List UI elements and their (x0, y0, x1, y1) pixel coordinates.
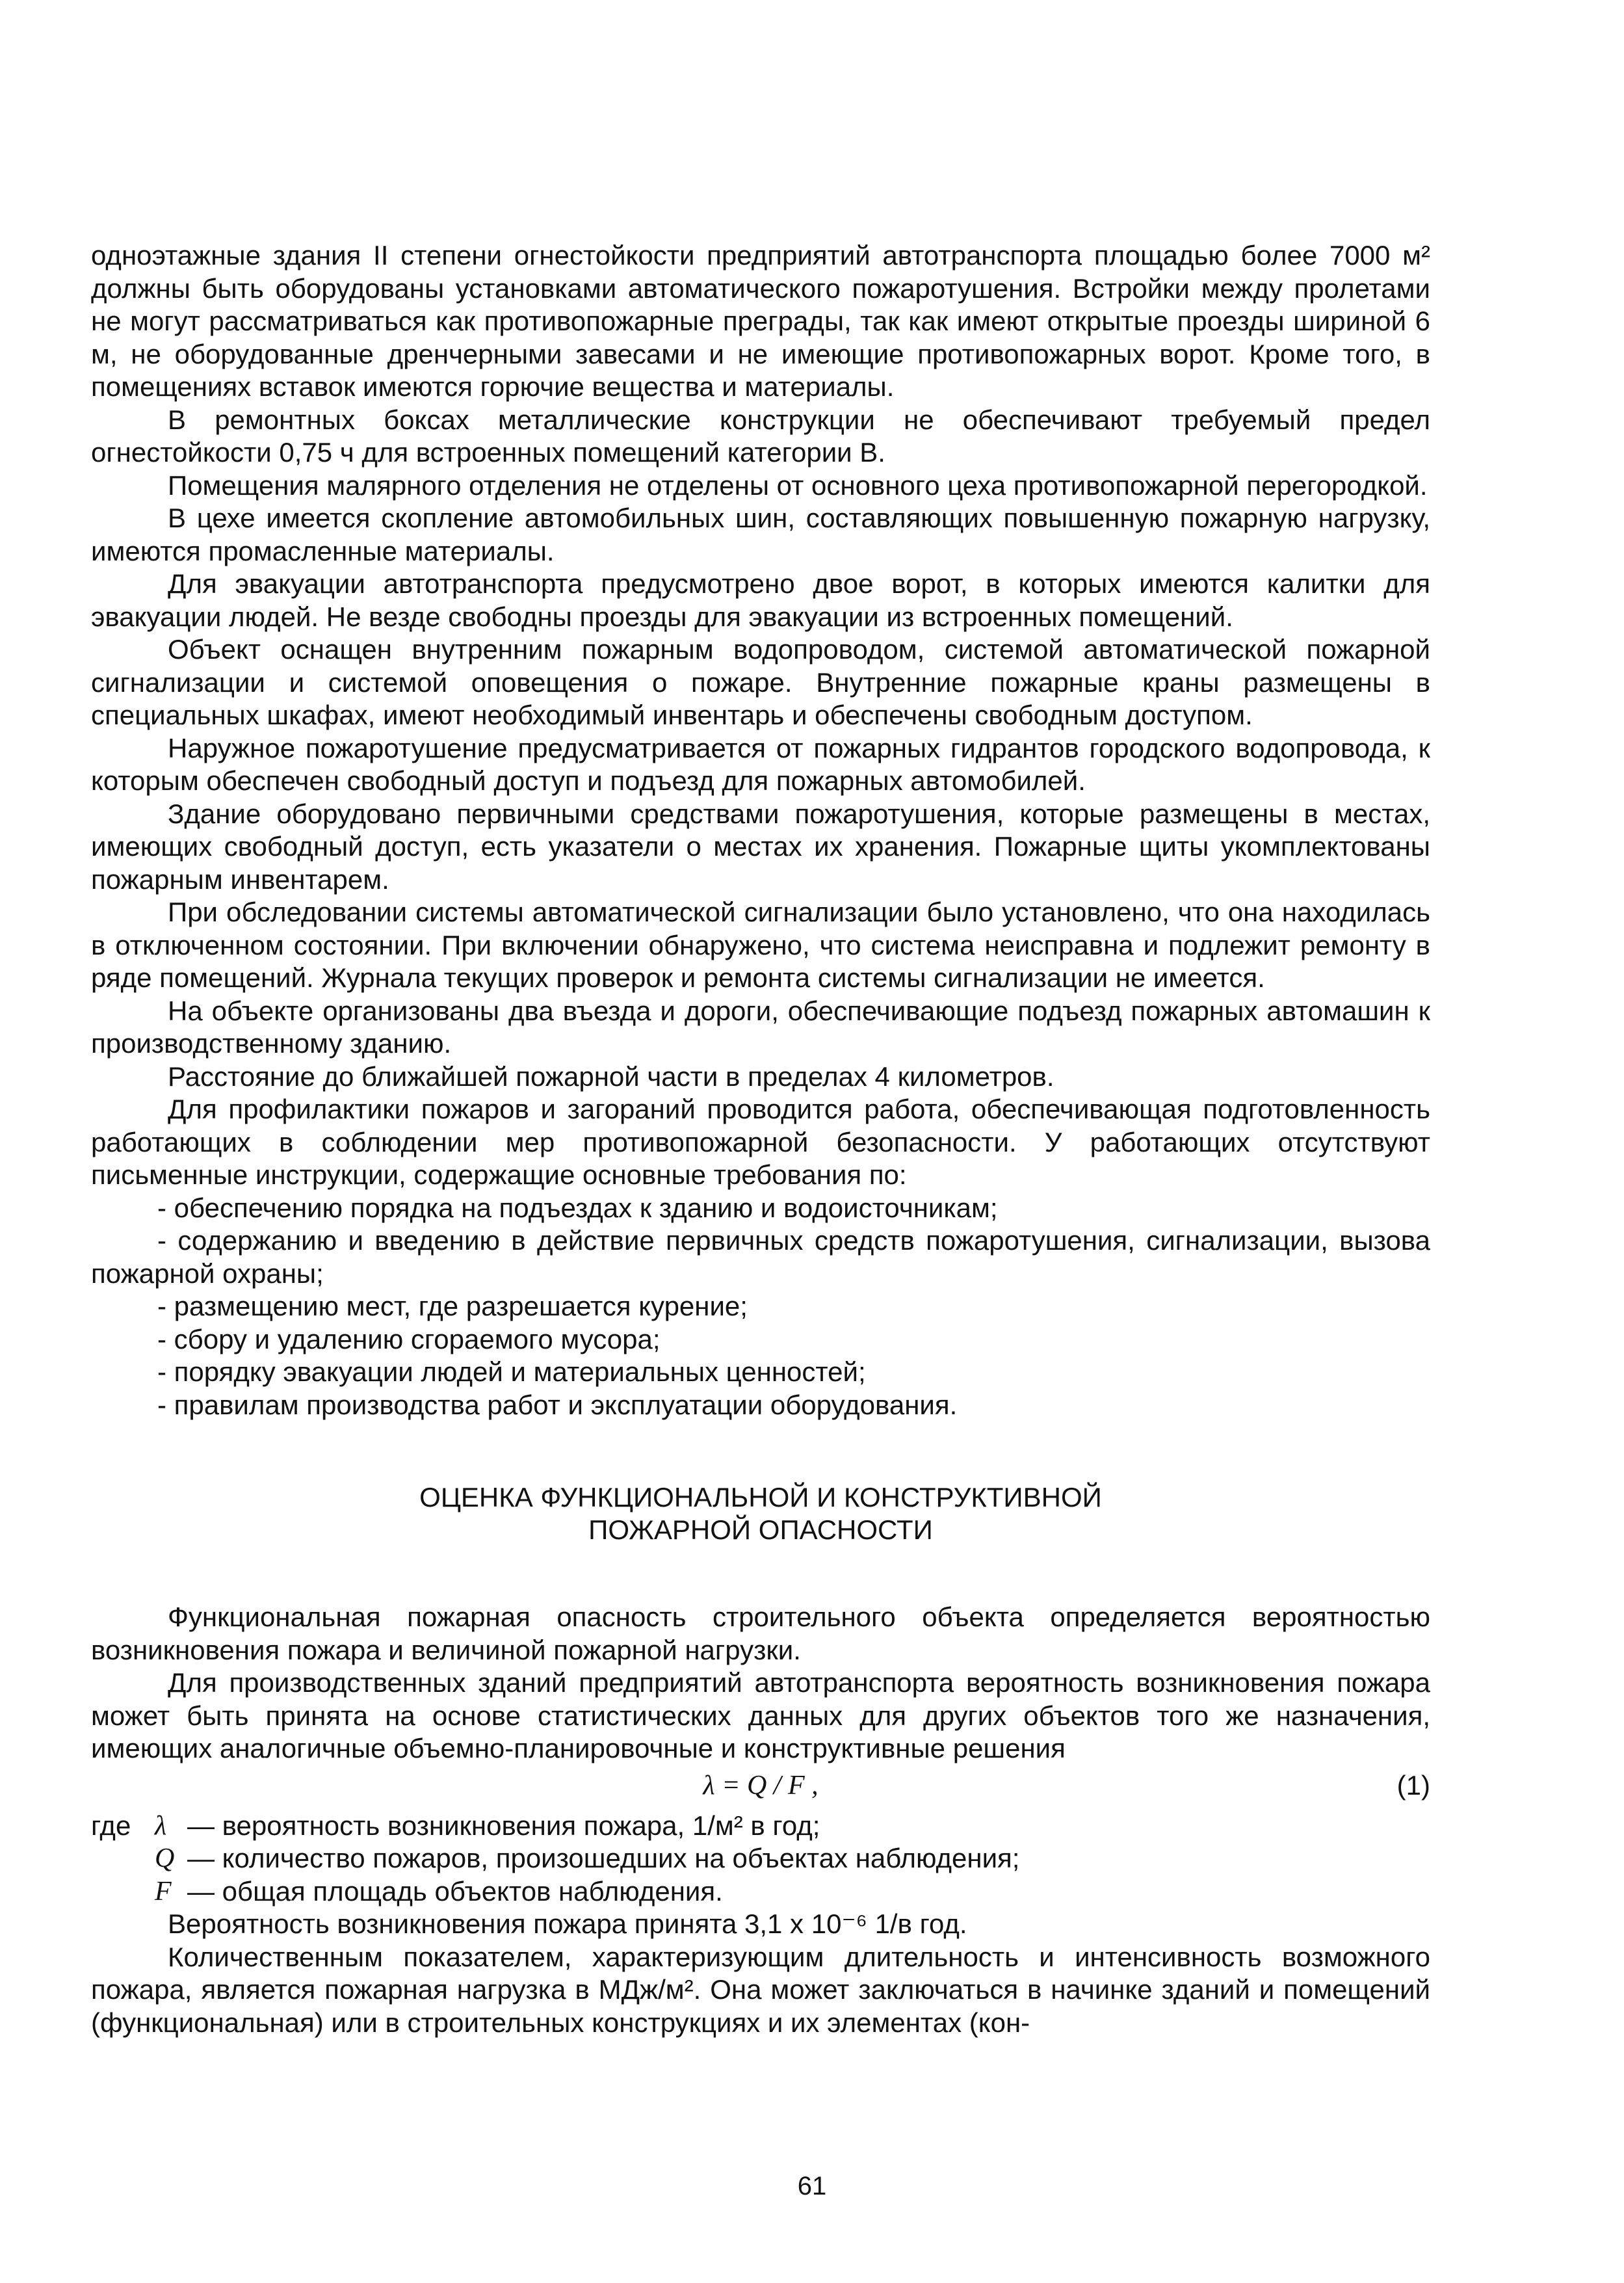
definition-text: — количество пожаров, произошедших на объектах наблюдения; (187, 1843, 1020, 1873)
paragraph-7: Наружное пожаротушение предусматривается от пожарных гидрантов городского водопровода, к которым обеспечен свободный доступ и подъезд для пожарных автомобилей. (91, 732, 1430, 796)
definition-text: — общая площадь объектов наблюдения. (187, 1875, 723, 1907)
requirements-list (91, 1192, 1430, 1422)
paragraph-4: В цехе имеется скопление автомобильных шин, составляющих повышенную пожарную нагрузку, имеются промасленные материалы. (91, 503, 1430, 566)
definition-row (91, 1875, 1430, 1908)
paragraph-probability: Вероятность возникновения пожара принята 3,1 х 10⁻⁶ 1/в год. (168, 1908, 967, 1939)
definition-symbol: λ (155, 1810, 167, 1841)
paragraph-fire-load: Количественным показателем, характеризующим длительность и интенсивность возможного пожара, является пожарная нагрузка в МДж/м². Она может заключаться в начинке зданий и помещений (функциональная) или в строительных конструкциях и их элементах (кон- (91, 1941, 1430, 2038)
paragraph-1: одноэтажные здания II степени огнестойкости предприятий автотранспорта площадью более 7000 м² должны быть оборудованы установками автоматического пожаротушения. Встройки между пролетами не могут рассматриваться как противопожарные преграды, так как имеют открытые проезды шириной 6 м, не оборудованные дренчерными завесами и не имеющие противопожарных ворот. Кроме того, в помещениях вставок имеются горючие вещества и материалы. (91, 240, 1430, 402)
list-item: - размещению мест, где разрешается курение; (157, 1291, 748, 1321)
section-heading (91, 1481, 1430, 1546)
section-paragraph-2: Для производственных зданий предприятий автотранспорта вероятность возникновения пожара может быть принята на основе статистических данных для других объектов того же назначения, имеющих аналогичные объемно-планировочные и конструктивные решения (91, 1667, 1430, 1763)
formula-number: (1) (1396, 1769, 1430, 1801)
definition-text: — вероятность возникновения пожара, 1/м² в год; (187, 1810, 820, 1841)
definition-row (91, 1810, 1430, 1843)
list-item: - порядку эвакуации людей и материальных ценностей; (157, 1356, 866, 1387)
paragraph-5: Для эвакуации автотранспорта предусмотрено двое ворот, в которых имеются калитки для эвакуации людей. Не везде свободны проезды для эвакуации из встроенных помещений. (91, 568, 1430, 632)
list-item: - обеспечению порядка на подъездах к зданию и водоисточникам; (157, 1192, 998, 1223)
paragraph-10: На объекте организованы два въезда и дороги, обеспечивающие подъезд пожарных автомашин к производственному зданию. (91, 995, 1430, 1059)
paragraph-12: Для профилактики пожаров и загораний проводится работа, обеспечивающая подготовленность работающих в соблюдении мер противопожарной безопасности. У работающих отсутствуют письменные инструкции, содержащие основные требования по: (91, 1094, 1430, 1190)
list-item: - содержанию и введению в действие первичных средств пожаротушения, сигнализации, вызова пожарной охраны; (91, 1225, 1430, 1289)
formula-1 (91, 1769, 1430, 1807)
paragraph-8: Здание оборудовано первичными средствами пожаротушения, которые размещены в местах, имеющих свободный доступ, есть указатели о местах их хранения. Пожарные щиты укомплектованы пожарным инвентарем. (91, 798, 1430, 895)
definition-row (91, 1842, 1430, 1875)
symbol-definitions (91, 1810, 1430, 1908)
definition-lead: где (91, 1810, 131, 1841)
list-item: - правилам производства работ и эксплуатации оборудования. (157, 1389, 958, 1420)
definition-symbol: Q (155, 1843, 175, 1873)
formula-expression: λ = Q / F , (703, 1770, 819, 1801)
definition-symbol: F (155, 1876, 172, 1907)
paragraph-6: Объект оснащен внутренним пожарным водопроводом, системой автоматической пожарной сигнализации и системой оповещения о пожаре. Внутренние пожарные краны размещены в специальных шкафах, имеют необходимый инвентарь и обеспечены свободным доступом. (91, 634, 1430, 730)
section-heading-line-2: ПОЖАРНОЙ ОПАСНОСТИ (588, 1514, 933, 1545)
section-paragraph-1: Функциональная пожарная опасность строительного объекта определяется вероятностью возникновения пожара и величиной пожарной нагрузки. (91, 1602, 1430, 1665)
paragraph-11: Расстояние до ближайшей пожарной части в пределах 4 километров. (168, 1061, 1054, 1092)
section-heading-line-1: ОЦЕНКА ФУНКЦИОНАЛЬНОЙ И КОНСТРУКТИВНОЙ (419, 1482, 1102, 1512)
page-body (91, 239, 1430, 2039)
paragraph-2: В ремонтных боксах металлические конструкции не обеспечивают требуемый предел огнестойкости 0,75 ч для встроенных помещений категории В. (91, 404, 1430, 468)
paragraph-3: Помещения малярного отделения не отделены от основного цеха противопожарной перегородкой. (168, 469, 1428, 501)
list-item: - сбору и удалению сгораемого мусора; (157, 1323, 661, 1354)
page-number: 61 (797, 2172, 827, 2200)
paragraph-9: При обследовании системы автоматической сигнализации было установлено, что она находилась в отключенном состоянии. При включении обнаружено, что система неисправна и подлежит ремонту в ряде помещений. Журнала текущих проверок и ремонта системы сигнализации не имеется. (91, 897, 1430, 993)
